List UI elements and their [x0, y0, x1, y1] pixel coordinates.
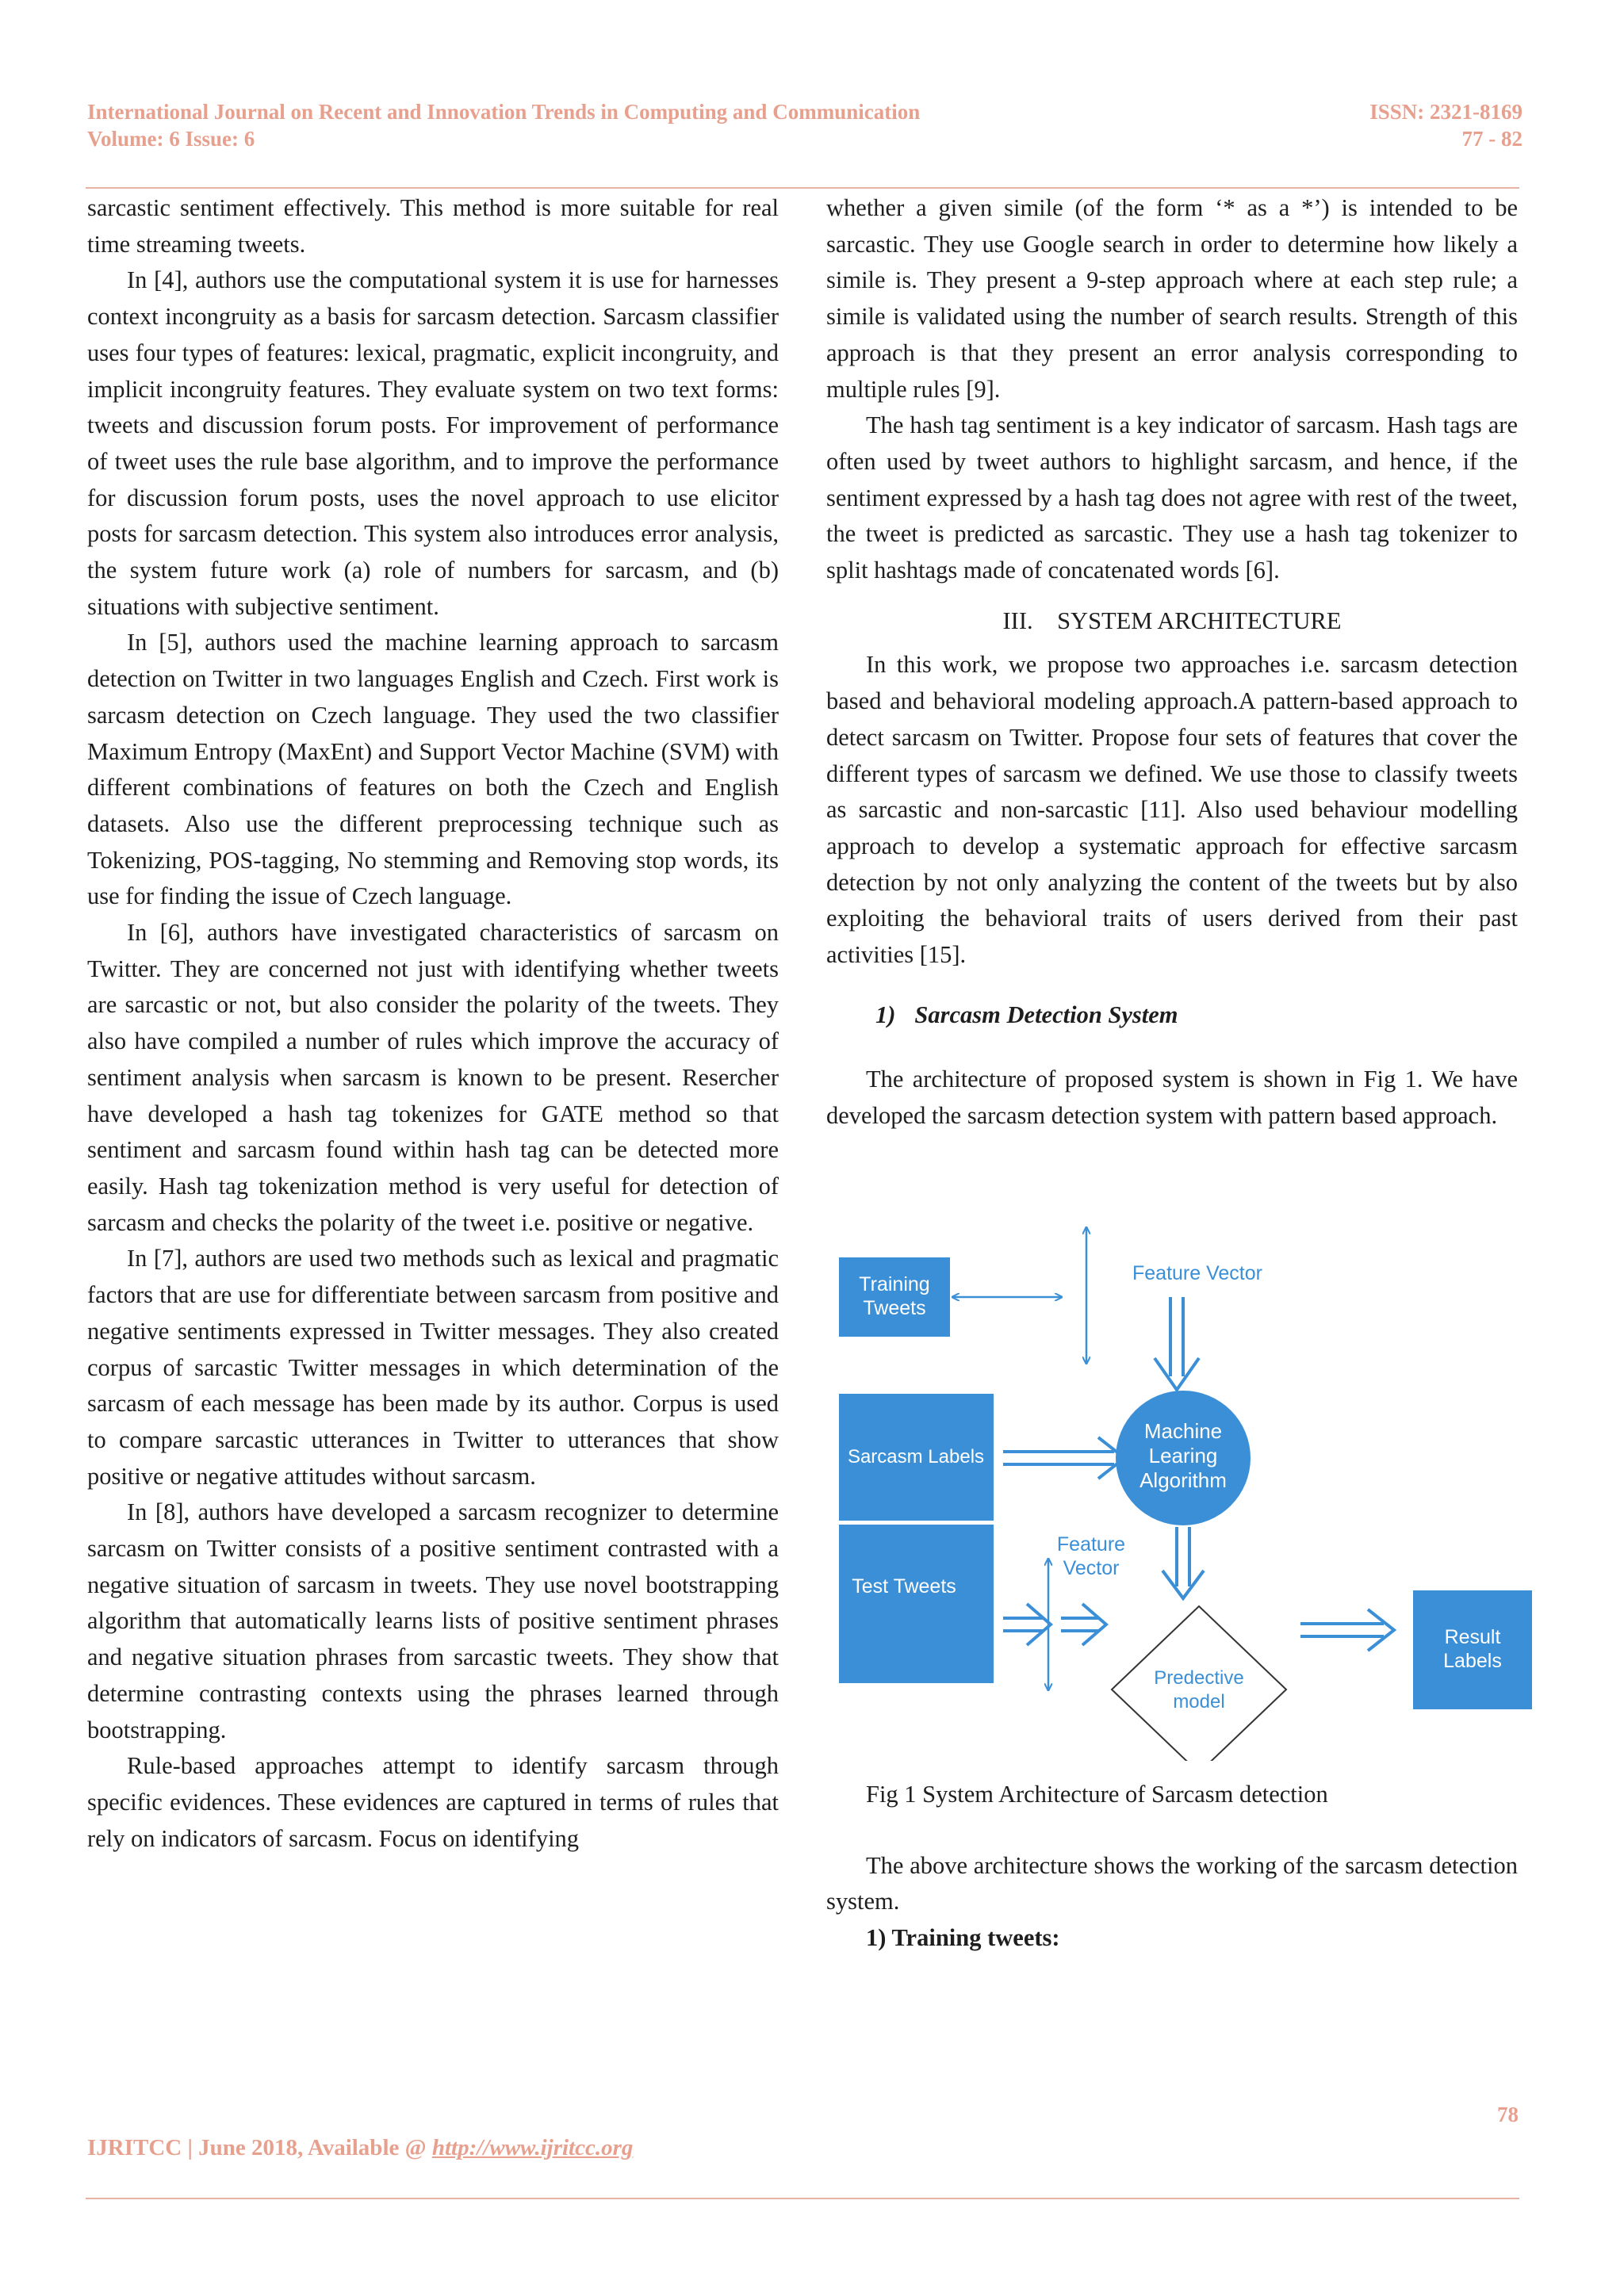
architecture-diagram	[825, 1174, 1538, 1761]
paragraph: In [5], authors used the machine learning approach to sarcasm detection on Twitter in two languages English and Czech. First work is sarcasm detection on Czech language. They used the two classifier Maximum Entropy (MaxEnt) and Support Vector Machine (SVM) with different combinations of features on both the Czech and English datasets. Also use the different preprocessing technique such as Tokenizing, POS-tagging, No stemming and Removing stop words, its use for finding the issue of Czech language.	[87, 629, 779, 910]
paragraph: sarcastic sentiment effectively. This method is more suitable for real time streaming tweets.	[87, 194, 779, 258]
volume-issue: Volume: 6 Issue: 6	[87, 127, 255, 151]
feature-vector-label: Feature Vector	[1132, 1261, 1262, 1284]
journal-header	[87, 98, 920, 152]
double-down-arrow-2	[1162, 1527, 1204, 1598]
architecture-figure	[825, 1174, 1538, 1761]
subsection-title: Sarcasm Detection System	[914, 1001, 1178, 1028]
footer	[87, 2135, 633, 2161]
predictive-label-1: Predective	[1154, 1667, 1244, 1689]
paragraph: The hash tag sentiment is a key indicator of sarcasm. Hash tags are often used by tweet authors to highlight sarcasm, and hence, if the sentiment expressed by a hash tag does not agree with rest of the tweet, the tweet is predicted as sarcastic. They use a hash tag tokenizer to split hashtags made of concatenated words [6].	[826, 411, 1518, 584]
paragraph: In [6], authors have investigated characteristics of sarcasm on Twitter. They are concerned not just with identifying whether tweets are sarcastic or not, but also consider the polarity of the tweets. They also have compiled a number of rules which improve the accuracy of sentiment analysis when sarcasm is known to be present. Resercher have developed a hash tag tokenizes for GATE method so that sentiment and sarcasm found within hash tag can be detected more easily. Hash tag tokenization method is very useful for detection of sarcasm and checks the polarity of the tweet i.e. positive or negative.	[87, 919, 779, 1236]
footer-text: IJRITCC | June 2018, Available @	[87, 2135, 432, 2160]
footer-divider	[86, 2198, 1519, 2199]
paragraph: In [8], authors have developed a sarcasm recognizer to determine sarcasm on Twitter consists of a positive sentiment contrasted with a negative situation of sarcasm in tweets. They use novel bootstrapping algorithm that automatically learns lists of positive sentiment phrases and negative situation phrases from sarcastic tweets. They show that determine contrasting contexts using the phrases learned through bootstrapping.	[87, 1498, 779, 1743]
double-right-arrow	[1003, 1437, 1124, 1479]
paragraph: Rule-based approaches attempt to identify sarcasm through specific evidences. These evidences are captured in terms of rules that rely on indicators of sarcasm. Focus on identifying	[87, 1752, 779, 1852]
double-down-arrow	[1155, 1297, 1199, 1390]
header-divider	[86, 187, 1519, 189]
feature-vector-label-2: Feature	[1056, 1533, 1126, 1556]
predictive-label-2: model	[1173, 1690, 1225, 1712]
journal-link[interactable]: http://www.ijritcc.org	[431, 2135, 634, 2160]
result-label-2: Labels	[1443, 1649, 1502, 1672]
left-column	[87, 190, 779, 1857]
test-tweets-box	[839, 1525, 994, 1683]
training-tweets-label-1: Training	[859, 1272, 930, 1295]
double-right-arrow-3	[1300, 1609, 1394, 1651]
item-heading: 1) Training tweets:	[866, 1923, 1060, 1951]
journal-title: International Journal on Recent and Innovation Trends in Computing and Communication	[87, 100, 921, 124]
paragraph: The above architecture shows the working of the sarcasm detection system.	[826, 1851, 1518, 1915]
feature-vector-label-3: Vector	[1063, 1556, 1120, 1579]
figure-caption: Fig 1 System Architecture of Sarcasm detection	[866, 1780, 1328, 1808]
paragraph: The architecture of proposed system is shown in Fig 1. We have developed the sarcasm detection system with pattern based approach.	[826, 1066, 1518, 1130]
ml-label-2: Learing	[1148, 1443, 1218, 1468]
training-tweets-label-2: Tweets	[863, 1296, 926, 1319]
result-label-1: Result	[1444, 1625, 1501, 1648]
right-column	[826, 190, 1518, 1957]
journal-header-right	[1369, 98, 1522, 152]
section-heading: III. SYSTEM ARCHITECTURE	[1002, 607, 1342, 634]
paragraph: In [7], authors are used two methods such as lexical and pragmatic factors that are use for differentiate between sarcasm from positive and negative sentiments expressed in Twitter messages. They also created corpus of sarcastic Twitter messages in which determination of the sarcasm of each message has been made by its author. Corpus is used to compare sarcastic utterances in Twitter to utterances that show positive or negative attitudes without sarcasm.	[87, 1245, 779, 1490]
paragraph: In [4], authors use the computational system it is use for harnesses context incongruity as a basis for sarcasm detection. Sarcasm classifier uses four types of features: lexical, pragmatic, explicit incongruity, and implicit incongruity features. They evaluate system on two text forms: tweets and discussion forum posts. For improvement of performance of tweet uses the rule base algorithm, and to improve the performance for discussion forum posts, uses the novel approach to use elicitor posts for sarcasm detection. This system also introduces error analysis, the system future work (a) role of numbers for sarcasm, and (b) situations with subjective sentiment.	[87, 266, 779, 620]
subsection-number: 1)	[875, 1001, 896, 1028]
paragraph: whether a given simile (of the form ‘* as a *’) is intended to be sarcastic. They use Google search in order to determine how likely a simile is. They present a 9-step approach where at each step rule; a simile is validated using the number of search results. Strength of this approach is that they present an error analysis corresponding to multiple rules [9].	[826, 194, 1518, 403]
test-tweets-text: Test Tweets	[852, 1575, 956, 1598]
double-right-arrow-2	[1003, 1604, 1106, 1645]
issn: ISSN: 2321-8169	[1369, 100, 1522, 124]
page-range: 77 - 82	[1461, 127, 1522, 151]
ml-label-3: Algorithm	[1139, 1468, 1227, 1492]
page-number: 78	[1497, 2103, 1519, 2126]
ml-label-1: Machine	[1143, 1418, 1223, 1443]
subsection-heading	[826, 997, 1518, 1034]
sarcasm-labels-text: Sarcasm Labels	[847, 1445, 985, 1468]
paragraph: In this work, we propose two approaches i.e. sarcasm detection based and behavioral modeling approach.A pattern-based approach to detect sarcasm on Twitter. Propose four sets of features that cover the different types of sarcasm we defined. We use those to classify tweets as sarcastic and non-sarcastic [11]. Also used behaviour modelling approach to develop a systematic approach for effective sarcasm detection by not only analyzing the content of the tweets but by also exploiting the behavioral traits of users derived from their past activities [15].	[826, 651, 1518, 969]
